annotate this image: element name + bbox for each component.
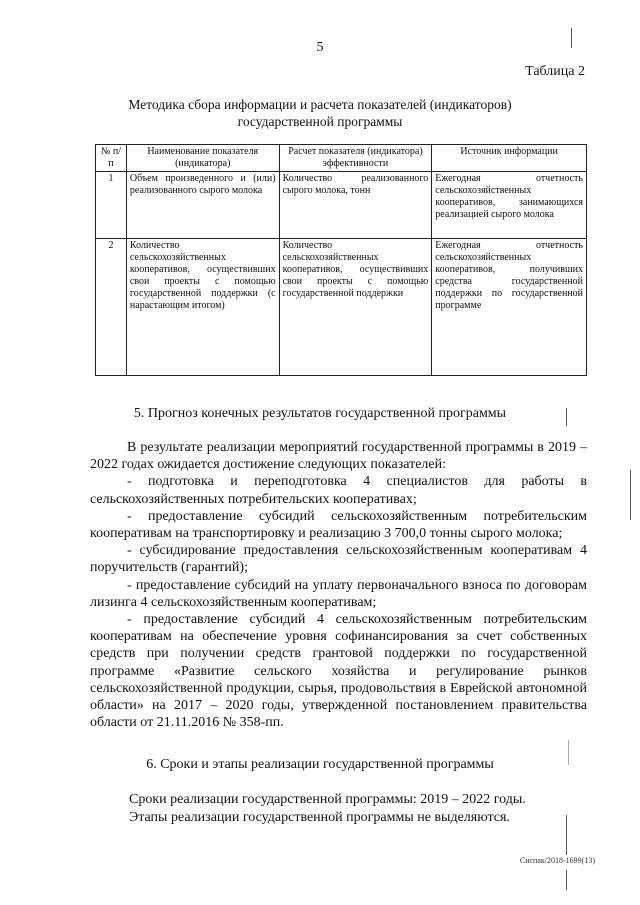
paragraph: В результате реализации мероприятий государственной программы в 2019 – 2022 годах ожидается достижение следующих показателей: xyxy=(90,440,587,473)
list-item: - предоставление субсидий на уплату первоначального взноса по договорам лизинга 4 сельскохозяйственным кооперативам; xyxy=(90,577,587,610)
page-number: 5 xyxy=(316,40,324,55)
list-item: - подготовка и переподготовка 4 специалистов для работы в сельскохозяйственных потребительских кооперативах; xyxy=(90,474,587,507)
row-number: 1 xyxy=(96,172,127,239)
indicators-table xyxy=(95,144,587,376)
table-heading-line2: государственной программы xyxy=(237,114,403,129)
table-row xyxy=(96,239,587,376)
row-indicator-name: Объем произведенного и (или) реализованного сырого молока xyxy=(126,172,279,239)
scan-mark xyxy=(566,815,567,855)
section-6-title: 6. Сроки и этапы реализации государственной программы xyxy=(146,757,494,772)
header-calculation: Расчет показателя (индикатора) эффективности xyxy=(279,145,432,172)
schedule-terms: Сроки реализации государственной программы: 2019 – 2022 годы. xyxy=(129,792,526,807)
table-heading-line1: Методика сбора информации и расчета показателей (индикаторов) xyxy=(128,97,512,112)
row-calculation: Количество сельскохозяйственных кооперативов, осуществивших свои проекты с помощью государственной поддержки xyxy=(279,239,432,376)
table-heading xyxy=(80,96,560,130)
header-indicator-name: Наименование показателя (индикатора) xyxy=(126,145,279,172)
list-item: - предоставление субсидий сельскохозяйственным потребительским кооперативам на транспортировку и реализацию 3 700,0 тонны сырого молока; xyxy=(90,508,587,542)
list-item: - субсидирование предоставления сельскохозяйственным кооперативам 4 поручительств (гарантий); xyxy=(90,543,587,576)
scan-mark xyxy=(566,870,567,890)
row-indicator-name: Количество сельскохозяйственных кооперативов, осуществивших свои проекты с помощью государственной поддержки (с нарастающим итогом) xyxy=(126,239,279,376)
table-row xyxy=(96,172,587,239)
scan-mark xyxy=(630,470,631,520)
section-5-body xyxy=(90,439,587,731)
row-source: Ежегодная отчетность сельскохозяйственных кооперативов, занимающихся реализацией сырого молока xyxy=(432,172,587,239)
row-calculation: Количество реализованного сырого молока, тонн xyxy=(279,172,432,239)
row-source: Ежегодная отчетность сельскохозяйственных кооперативов, получивших средства государственной поддержки по государственной программе xyxy=(432,239,587,376)
table-header-row xyxy=(96,145,587,172)
document-code: Сиспак/2018-1699(13) xyxy=(519,856,595,865)
scan-mark xyxy=(568,740,569,765)
header-number: № п/п xyxy=(96,145,127,172)
scan-mark xyxy=(571,28,572,48)
list-item: - предоставление субсидий 4 сельскохозяйственным потребительским кооперативам на обеспечение уровня софинансирования за счет собственных средств при получении средств грантовой поддержки по государственной программе «Развитие сельского хозяйства и регулирование рынков сельскохозяйственной продукции, сырья, продовольствия в Еврейской автономной области» на 2017 – 2020 годы, утвержденной постановлением правительства области от 21.11.2016 № 358-пп. xyxy=(90,612,587,731)
header-source: Источник информации xyxy=(432,145,587,172)
section-5-title: 5. Прогноз конечных результатов государственной программы xyxy=(133,406,507,421)
table-label: Таблица 2 xyxy=(525,64,585,79)
schedule-stages: Этапы реализации государственной программы не выделяются. xyxy=(129,810,510,825)
section-6-body xyxy=(129,791,589,827)
row-number: 2 xyxy=(96,239,127,376)
scan-mark xyxy=(566,408,567,426)
